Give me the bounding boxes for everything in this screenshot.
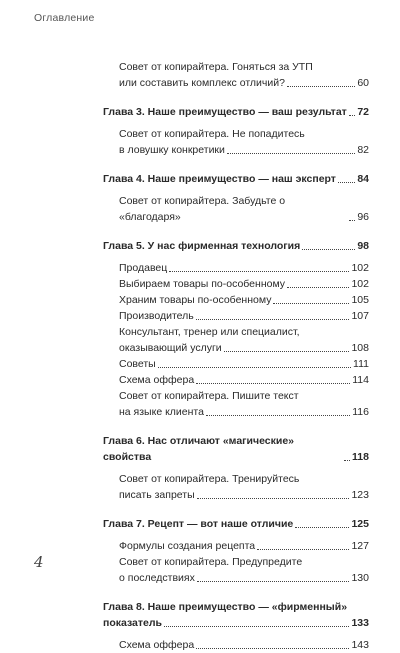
toc-page-number: 72 [357, 106, 369, 118]
toc-entry-title: Совет от копирайтера. Тренируйтесь [119, 473, 300, 485]
toc-line [103, 433, 369, 465]
dot-leader [227, 153, 355, 154]
toc-entry-title: оказывающий услуги [119, 342, 222, 354]
dot-leader [206, 415, 350, 416]
toc-line [103, 471, 369, 487]
dot-leader [224, 351, 350, 352]
toc-line [103, 238, 369, 254]
toc-line [103, 324, 369, 340]
toc-chapter-entry [103, 433, 369, 465]
dot-leader [169, 271, 349, 272]
toc-entry-title: показатель [103, 617, 163, 629]
toc-chapter-entry [103, 104, 369, 120]
toc-page-number: 108 [351, 342, 369, 354]
toc-entry [103, 324, 369, 356]
dot-leader [287, 287, 349, 288]
toc-page-number: 102 [351, 278, 369, 290]
toc-line [103, 404, 369, 420]
toc-entry [103, 308, 369, 324]
toc-line [103, 516, 369, 532]
toc-entry-title: Глава 7. Рецепт — вот наше отличие [103, 518, 294, 530]
toc-entry [103, 471, 369, 503]
dot-leader [257, 549, 349, 550]
dot-leader [197, 581, 350, 582]
dot-leader [164, 626, 349, 627]
toc-line [103, 59, 369, 75]
toc-chapter-entry [103, 599, 369, 631]
dot-leader [349, 220, 355, 221]
table-of-contents [103, 59, 369, 653]
toc-line [103, 538, 369, 554]
dot-leader [287, 86, 355, 87]
toc-entry [103, 260, 369, 276]
toc-entry-title: в ловушку конкретики [119, 144, 225, 156]
toc-entry-title: Производитель [119, 310, 194, 322]
toc-page-number: 133 [351, 617, 369, 629]
toc-entry-title: Совет от копирайтера. Предупредите [119, 556, 303, 568]
dot-leader [349, 115, 356, 116]
toc-page-number: 111 [353, 358, 369, 370]
toc-line [103, 372, 369, 388]
toc-entry-title: Советы [119, 358, 156, 370]
toc-page-number: 98 [357, 240, 369, 252]
toc-page-number: 84 [357, 173, 369, 185]
dot-leader [196, 648, 349, 649]
dot-leader [158, 367, 351, 368]
page-number: 4 [34, 553, 44, 571]
toc-entry-title: Глава 6. Нас отличают «магические» свойства [103, 435, 295, 463]
toc-entry [103, 356, 369, 372]
toc-entry [103, 637, 369, 653]
toc-chapter-entry [103, 238, 369, 254]
toc-entry [103, 538, 369, 554]
toc-entry-title: Продавец [119, 262, 168, 274]
toc-entry-title: Схема оффера [119, 639, 195, 651]
toc-page-number: 116 [352, 406, 369, 418]
toc-line [103, 308, 369, 324]
toc-page-number: 96 [357, 211, 369, 223]
toc-entry [103, 59, 369, 91]
toc-chapter-entry [103, 171, 369, 187]
toc-entry-title: Совет от копирайтера. Гоняться за УТП [119, 61, 313, 73]
toc-page-number: 105 [351, 294, 369, 306]
toc-line [103, 142, 369, 158]
toc-entry-title: на языке клиента [119, 406, 204, 418]
toc-page-number: 60 [357, 77, 369, 89]
toc-chapter-entry [103, 516, 369, 532]
toc-line [103, 388, 369, 404]
toc-entry-title: Совет от копирайтера. Пишите текст [119, 390, 299, 402]
toc-line [103, 340, 369, 356]
toc-entry [103, 126, 369, 158]
toc-line [103, 171, 369, 187]
toc-page-number: 125 [351, 518, 369, 530]
toc-entry-title: Глава 4. Наше преимущество — наш эксперт [103, 173, 336, 185]
toc-entry-title: Формулы создания рецепта [119, 540, 256, 552]
toc-line [103, 637, 369, 653]
toc-line [103, 276, 369, 292]
toc-page-number: 102 [351, 262, 369, 274]
toc-line [103, 260, 369, 276]
toc-entry [103, 276, 369, 292]
toc-entry-title: Глава 3. Наше преимущество — ваш результат [103, 106, 347, 118]
toc-entry [103, 372, 369, 388]
toc-line [103, 104, 369, 120]
toc-entry-title: о последствиях [119, 572, 195, 584]
toc-line [103, 487, 369, 503]
toc-line [103, 356, 369, 372]
toc-entry-title: Схема оффера [119, 374, 195, 386]
toc-line [103, 126, 369, 142]
toc-entry [103, 554, 369, 586]
dot-leader [196, 319, 350, 320]
dot-leader [197, 498, 350, 499]
toc-line [103, 615, 369, 631]
dot-leader [344, 460, 350, 461]
toc-line [103, 599, 369, 615]
toc-page-number: 107 [351, 310, 369, 322]
toc-entry-title: Глава 8. Наше преимущество — «фирменный» [103, 601, 348, 613]
toc-entry-title: или составить комплекс отличий? [119, 77, 285, 89]
toc-line [103, 554, 369, 570]
toc-page-number: 82 [357, 144, 369, 156]
toc-page-number: 130 [351, 572, 369, 584]
toc-page-number: 143 [351, 639, 369, 651]
dot-leader [273, 303, 349, 304]
toc-page-number: 123 [351, 489, 369, 501]
toc-entry-title: Выбираем товары по-особенному [119, 278, 286, 290]
toc-line [103, 193, 369, 225]
dot-leader [295, 527, 349, 528]
dot-leader [302, 249, 355, 250]
toc-page-number: 114 [352, 374, 369, 386]
dot-leader [338, 182, 355, 183]
toc-page-number: 118 [352, 451, 369, 463]
toc-entry-title: Глава 5. У нас фирменная технология [103, 240, 301, 252]
toc-entry-title: Консультант, тренер или специалист, [119, 326, 300, 338]
dot-leader [196, 383, 350, 384]
toc-entry [103, 292, 369, 308]
running-head: Оглавление [34, 12, 95, 24]
toc-page-number: 127 [351, 540, 369, 552]
toc-entry [103, 388, 369, 420]
toc-entry-title: Совет от копирайтера. Забудьте о «благодаря» [119, 195, 286, 223]
toc-line [103, 75, 369, 91]
toc-entry-title: писать запреты [119, 489, 195, 501]
toc-entry [103, 193, 369, 225]
toc-entry-title: Храним товары по-особенному [119, 294, 272, 306]
toc-line [103, 570, 369, 586]
toc-entry-title: Совет от копирайтера. Не попадитесь [119, 128, 305, 140]
toc-line [103, 292, 369, 308]
